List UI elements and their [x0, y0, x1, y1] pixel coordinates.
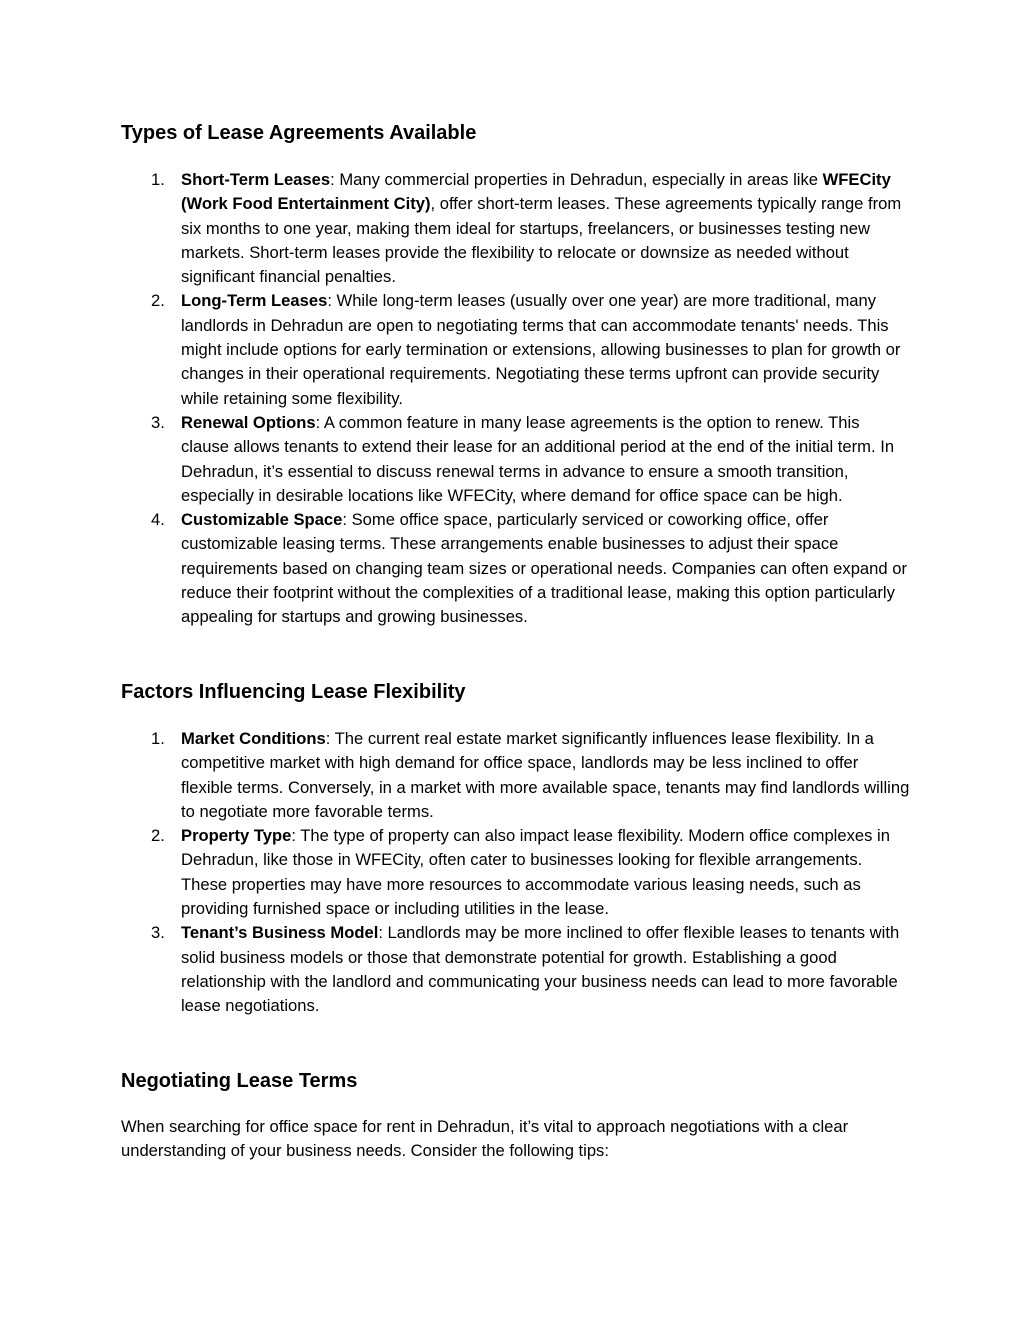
section-heading-lease-factors: Factors Influencing Lease Flexibility	[121, 681, 466, 703]
list-item	[121, 508, 911, 629]
item-text: : The type of property can also impact lease flexibility. Modern office complexes in Dehradun, like those in WFECity, often cater to businesses looking for flexible arrangements. These properties may have more resources to accommodate various leasing needs, such as providing furnished space or including utilities in the lease.	[181, 826, 890, 919]
item-term: Customizable Space	[181, 510, 343, 530]
list-number: 1.	[151, 170, 165, 189]
list-item	[121, 289, 911, 410]
item-term: Property Type	[181, 826, 292, 846]
list-number: 2.	[151, 291, 165, 311]
item-term: Renewal Options	[181, 412, 316, 432]
list-number: 4.	[151, 510, 165, 530]
item-text: : Many commercial properties in Dehradun, especially in areas like	[330, 170, 823, 189]
item-term: Short-Term Leases	[181, 170, 331, 189]
list-number: 1.	[151, 729, 165, 748]
list-number: 3.	[151, 412, 165, 432]
item-text: : The current real estate market significantly influences lease flexibility. In a competitive market with high demand for office space, landlords may be less inclined to offer flexible terms. Conversely, in a market with more available space, tenants may find landlords willing to negotiate more favorable terms.	[181, 729, 910, 821]
item-text: : While long-term leases (usually over one year) are more traditional, many landlords in Dehradun are open to negotiating terms that can accommodate tenants' needs. This might include options for early termination or extensions, allowing businesses to plan for growth or changes in their operational requirements. Negotiating these terms upfront can provide security while retaining some flexibility.	[181, 291, 901, 408]
item-text: : A common feature in many lease agreements is the option to renew. This clause allows tenants to extend their lease for an additional period at the end of the initial term. In Dehradun, it’s essential to discuss renewal terms in advance to ensure a smooth transition, especially in desirable locations like WFECity, where demand for office space can be high.	[181, 412, 895, 505]
item-term: Long-Term Leases	[181, 291, 328, 311]
list-item	[121, 168, 911, 289]
list-item	[121, 824, 911, 921]
list-item	[121, 921, 911, 1018]
list-number: 2.	[151, 826, 165, 846]
section-heading-lease-types: Types of Lease Agreements Available	[121, 122, 477, 144]
item-text: : Landlords may be more inclined to offer flexible leases to tenants with solid business models or those that demonstrate potential for growth. Establishing a good relationship with the landlord and communicating your business needs can lead to more favorable lease negotiations.	[181, 923, 900, 1016]
item-term-secondary: WFECity (Work Food Entertainment City)	[181, 170, 891, 214]
item-text: : Some office space, particularly serviced or coworking office, offer customizable leasing terms. These arrangements enable businesses to adjust their space requirements based on changing team sizes or operational needs. Companies can often expand or reduce their footprint without the complexities of a traditional lease, making this option particularly appealing for startups and growing businesses.	[181, 510, 907, 627]
list-item	[121, 411, 911, 508]
lease-types-list	[121, 168, 911, 630]
item-text-continued: , offer short-term leases. These agreements typically range from six months to one year, making them ideal for startups, freelancers, or businesses testing new markets. Short-term leases provide the flexibility to relocate or downsize as needed without significant financial penalties.	[181, 194, 902, 287]
item-term: Tenant’s Business Model	[181, 923, 379, 943]
item-term: Market Conditions	[181, 729, 326, 748]
negotiating-paragraph: When searching for office space for rent in Dehradun, it’s vital to approach negotiations with a clear understanding of your business needs. Consider the following tips:	[121, 1117, 849, 1161]
list-number: 3.	[151, 923, 165, 943]
section-heading-negotiating: Negotiating Lease Terms	[121, 1070, 358, 1092]
list-item	[121, 727, 911, 824]
lease-factors-list	[121, 727, 911, 1019]
